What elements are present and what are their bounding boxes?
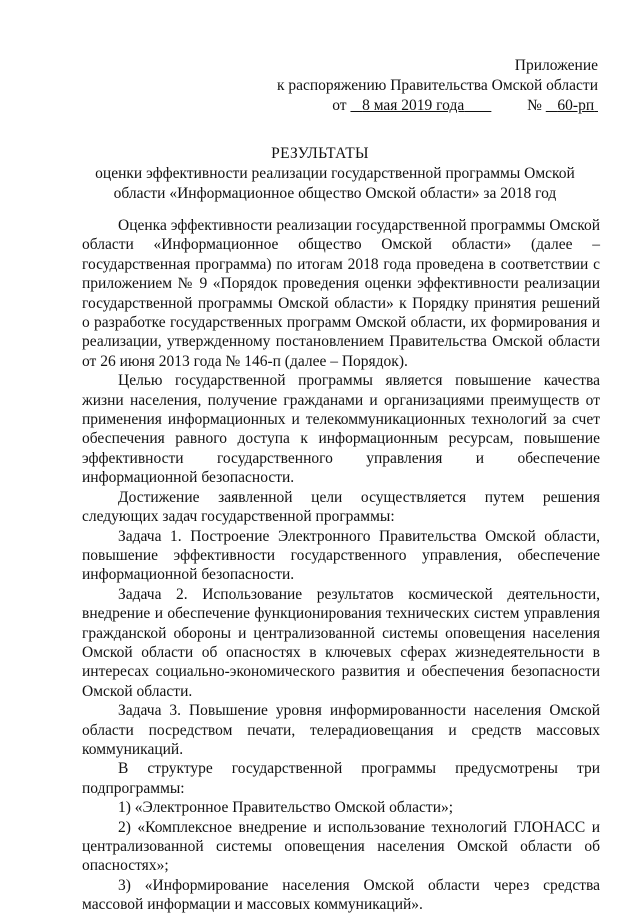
paragraph: Достижение заявленной цели осуществляется путем решения следующих задач государственной программы: bbox=[82, 488, 600, 526]
appendix-reference: к распоряжению Правительства Омской области bbox=[276, 77, 598, 94]
appendix-label: Приложение bbox=[514, 57, 598, 74]
document-body bbox=[82, 216, 600, 915]
paragraph: Задача 1. Построение Электронного Правительства Омской области, повышение эффективности государственного управления, обеспечение информационной безопасности. bbox=[82, 527, 600, 584]
order-number: 60-рп bbox=[557, 97, 595, 114]
number-prefix: № bbox=[527, 97, 542, 114]
paragraph: Целью государственной программы является повышение качества жизни населения, получение гражданами и организациями преимуществ от применения информационных и телекоммуникационных технологий за счет обеспечения равного доступа к информационным ресурсам, повышение эффективности государственного управления и обеспечение информационной безопасности. bbox=[82, 372, 600, 487]
paragraph: Оценка эффективности реализации государственной программы Омской области «Информационное общество Омской области» (далее – государственная программа) по итогам 2018 года проведена в соответствии с приложением № 9 «Порядок проведения оценки эффективности реализации государственной программы Омской области» к Порядку принятия решений о разработке государственных программ Омской области, их формирования и реализации, утвержденному постановлением Правительства Омской области от 26 июня 2013 года № 146-п (далее – Порядок). bbox=[82, 217, 600, 370]
paragraph: Задача 3. Повышение уровня информированности населения Омской области посредством печати, телерадиовещания и средств массовых коммуникаций. bbox=[82, 702, 600, 758]
list-item: 1) «Электронное Правительство Омской области»; bbox=[118, 799, 454, 817]
document-subtitle: оценки эффективности реализации государственной программы Омской области «Информационное общество Омской области» за 2018 год bbox=[95, 165, 575, 202]
paragraph: В структуре государственной программы предусмотрены три подпрограммы: bbox=[82, 760, 600, 797]
order-date-line bbox=[277, 96, 598, 116]
list-item: 3) «Информирование населения Омской области через средства массовой информации и массовых коммуникаций». bbox=[82, 876, 600, 914]
date-prefix: от bbox=[332, 97, 347, 114]
appendix-header bbox=[277, 56, 598, 116]
paragraph: Задача 2. Использование результатов космической деятельности, внедрение и обеспечение функционирования технических систем управления гражданской обороны и централизованной системы оповещения населения Омской области об опасностях в ключевых сферах жизнедеятельности в интересах социально-экономического развития и обеспечения безопасности Омской области. bbox=[82, 585, 600, 700]
list-item: 2) «Комплексное внедрение и использование технологий ГЛОНАСС и централизованной системы оповещения населения Омской области об опасностях»; bbox=[82, 818, 600, 875]
order-date: 8 мая 2019 года bbox=[362, 97, 465, 114]
document-title: РЕЗУЛЬТАТЫ bbox=[271, 145, 369, 162]
